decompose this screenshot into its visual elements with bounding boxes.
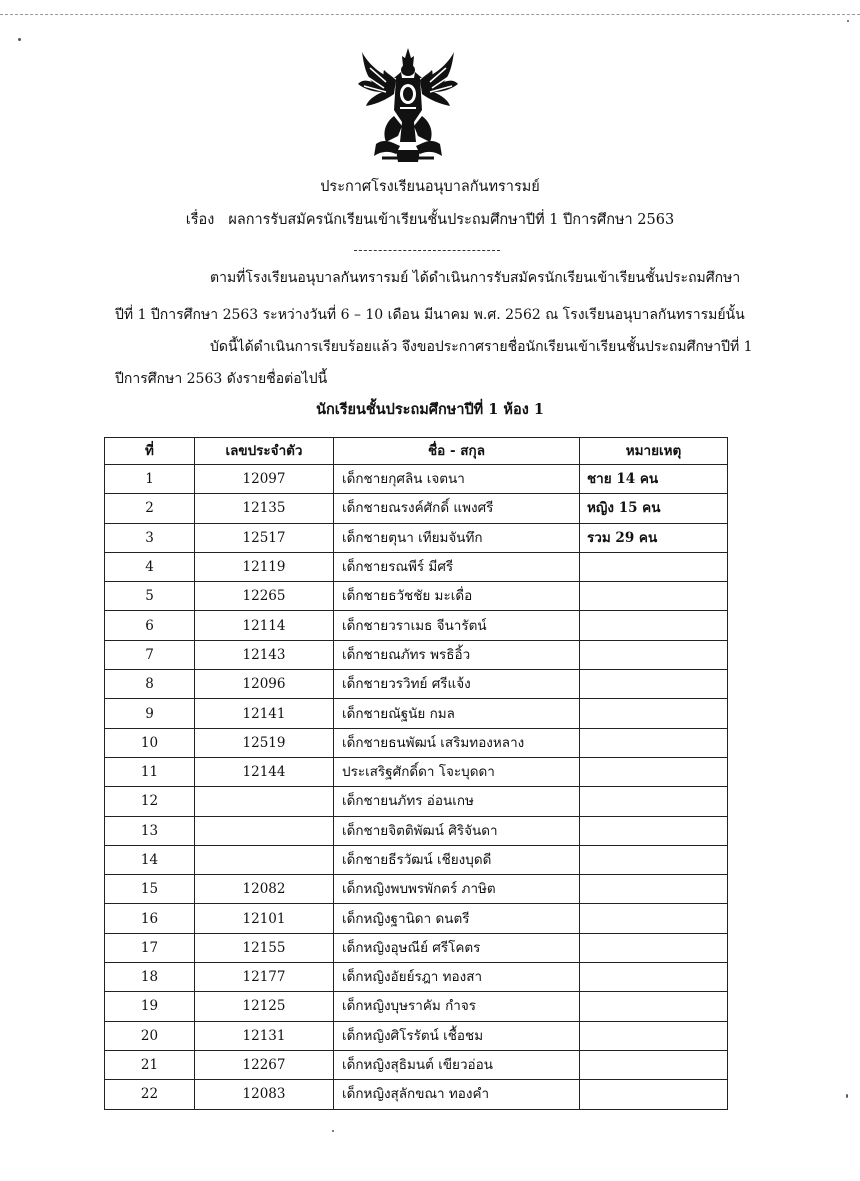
cell-student-id: 12141 [195,699,334,728]
cell-student-name: เด็กชายรณพีร์ มีศรี [334,552,580,581]
announcement-title: ประกาศโรงเรียนอนุบาลกันทรารมย์ [320,179,540,195]
cell-number: 13 [105,816,195,845]
table-row [105,1080,728,1109]
table-row [105,523,728,552]
column-header-remarks: หมายเหตุ [580,438,728,465]
cell-student-id [195,787,334,816]
body-paragraph-line-3: บัดนี้ได้ดำเนินการเรียบร้อยแล้ว จึงขอประกาศรายชื่อนักเรียนเข้าเรียนชั้นประถมศึกษาปีที่ 1 [210,339,753,355]
cell-remarks: ชาย 14 คน [580,465,728,494]
cell-remarks: รวม 29 คน [580,523,728,552]
cell-student-id: 12125 [195,992,334,1021]
scan-edge-line [0,14,860,15]
table-row [105,728,728,757]
table-row [105,904,728,933]
cell-student-name: เด็กชายณรงค์ศักดิ์ แพงศรี [334,494,580,523]
cell-remarks [580,552,728,581]
body-paragraph-line-1: ตามที่โรงเรียนอนุบาลกันทรารมย์ ได้ดำเนินการรับสมัครนักเรียนเข้าเรียนชั้นประถมศึกษา [210,270,741,286]
cell-student-id: 12096 [195,670,334,699]
cell-student-id [195,816,334,845]
cell-number: 1 [105,465,195,494]
cell-number: 12 [105,787,195,816]
cell-student-name: เด็กชายตุนา เทียมจันทึก [334,523,580,552]
cell-remarks [580,611,728,640]
table-row [105,816,728,845]
cell-remarks [580,816,728,845]
cell-remarks [580,1021,728,1050]
cell-student-name: เด็กชายกุศลิน เจตนา [334,465,580,494]
table-row [105,933,728,962]
table-heading: นักเรียนชั้นประถมศึกษาปีที่ 1 ห้อง 1 [316,401,544,418]
garuda-emblem-icon [356,46,460,166]
cell-student-name: เด็กชายจิตติพัฒน์ ศิริจันดา [334,816,580,845]
cell-number: 6 [105,611,195,640]
table-row [105,787,728,816]
table-row [105,582,728,611]
cell-student-name: เด็กชายวราเมธ จีนารัตน์ [334,611,580,640]
table-header-row [105,438,728,465]
cell-number: 9 [105,699,195,728]
cell-number: 14 [105,845,195,874]
cell-number: 19 [105,992,195,1021]
cell-student-name: เด็กชายธวัชชัย มะเดื่อ [334,582,580,611]
cell-student-id: 12083 [195,1080,334,1109]
cell-student-name: เด็กหญิงบุษราคัม กำจร [334,992,580,1021]
column-header-student-id: เลขประจำตัว [195,438,334,465]
cell-student-id: 12114 [195,611,334,640]
cell-student-id: 12517 [195,523,334,552]
cell-student-id: 12143 [195,640,334,669]
cell-remarks [580,670,728,699]
column-header-name: ชื่อ - สกุล [334,438,580,465]
cell-student-name: เด็กชายธีรวัฒน์ เชียงบุดดี [334,845,580,874]
cell-number: 21 [105,1050,195,1079]
scan-speck [332,1130,334,1132]
cell-number: 18 [105,963,195,992]
cell-student-id: 12119 [195,552,334,581]
cell-student-name: เด็กหญิงสุลักขณา ทองคำ [334,1080,580,1109]
table-row [105,611,728,640]
cell-remarks [580,582,728,611]
cell-number: 16 [105,904,195,933]
cell-number: 15 [105,875,195,904]
cell-student-name: เด็กชายธนพัฒน์ เสริมทองหลาง [334,728,580,757]
cell-remarks [580,845,728,874]
cell-student-id: 12177 [195,963,334,992]
subject-prefix: เรื่อง [185,212,215,228]
cell-number: 22 [105,1080,195,1109]
announcement-subject [0,210,860,230]
table-row [105,552,728,581]
table-row [105,670,728,699]
scan-speck [847,20,849,22]
cell-student-name: ประเสริฐศักดิ์ดา โจะบุดดา [334,757,580,786]
cell-student-name: เด็กหญิงสุธิมนต์ เขียวอ่อน [334,1050,580,1079]
cell-student-id: 12267 [195,1050,334,1079]
cell-student-name: เด็กชายวรวิทย์ ศรีแจ้ง [334,670,580,699]
cell-student-id: 12101 [195,904,334,933]
cell-number: 8 [105,670,195,699]
cell-student-name: เด็กหญิงพบพรพักตร์ ภาษิต [334,875,580,904]
body-paragraph-line-2: ปีที่ 1 ปีการศึกษา 2563 ระหว่างวันที่ 6 – 10 เดือน มีนาคม พ.ศ. 2562 ณ โรงเรียนอนุบาลกันทรารมย์นั้น [115,307,745,323]
cell-remarks [580,728,728,757]
table-row [105,845,728,874]
cell-remarks [580,1080,728,1109]
cell-remarks [580,904,728,933]
cell-remarks [580,933,728,962]
table-row [105,640,728,669]
cell-student-name: เด็กชายณัฐนัย กมล [334,699,580,728]
cell-student-id: 12131 [195,1021,334,1050]
cell-student-id: 12082 [195,875,334,904]
scan-speck [846,1094,848,1098]
cell-remarks [580,699,728,728]
cell-number: 11 [105,757,195,786]
table-row [105,699,728,728]
body-paragraph-line-4: ปีการศึกษา 2563 ดังรายชื่อต่อไปนี้ [115,371,328,387]
table-row [105,1050,728,1079]
cell-student-id [195,845,334,874]
cell-student-id: 12097 [195,465,334,494]
cell-number: 3 [105,523,195,552]
table-row [105,875,728,904]
subject-text: ผลการรับสมัครนักเรียนเข้าเรียนชั้นประถมศึกษาปีที่ 1 ปีการศึกษา 2563 [228,212,675,228]
cell-remarks [580,640,728,669]
student-roster-table [104,437,728,1110]
table-row [105,494,728,523]
cell-student-name: เด็กชายนภัทร อ่อนเกษ [334,787,580,816]
table-row [105,1021,728,1050]
cell-student-id: 12144 [195,757,334,786]
cell-student-id: 12265 [195,582,334,611]
cell-student-id: 12519 [195,728,334,757]
column-header-number: ที่ [105,438,195,465]
cell-remarks: หญิง 15 คน [580,494,728,523]
cell-student-name: เด็กหญิงอัยย์รฎา ทองสา [334,963,580,992]
cell-student-name: เด็กหญิงศิโรรัตน์ เชื้อชม [334,1021,580,1050]
cell-student-name: เด็กชายณภัทร พรธิอิ้ว [334,640,580,669]
cell-student-id: 12135 [195,494,334,523]
cell-remarks [580,875,728,904]
cell-student-name: เด็กหญิงอุษณีย์ ศรีโคตร [334,933,580,962]
table-row [105,963,728,992]
cell-remarks [580,787,728,816]
cell-remarks [580,757,728,786]
table-row [105,992,728,1021]
cell-number: 10 [105,728,195,757]
scan-speck [18,38,21,41]
cell-remarks [580,1050,728,1079]
cell-remarks [580,992,728,1021]
title-divider [354,250,500,251]
cell-number: 17 [105,933,195,962]
table-row [105,465,728,494]
cell-number: 5 [105,582,195,611]
cell-number: 7 [105,640,195,669]
cell-student-name: เด็กหญิงฐานิดา ดนตรี [334,904,580,933]
cell-remarks [580,963,728,992]
cell-number: 2 [105,494,195,523]
cell-number: 20 [105,1021,195,1050]
cell-student-id: 12155 [195,933,334,962]
table-row [105,757,728,786]
cell-number: 4 [105,552,195,581]
